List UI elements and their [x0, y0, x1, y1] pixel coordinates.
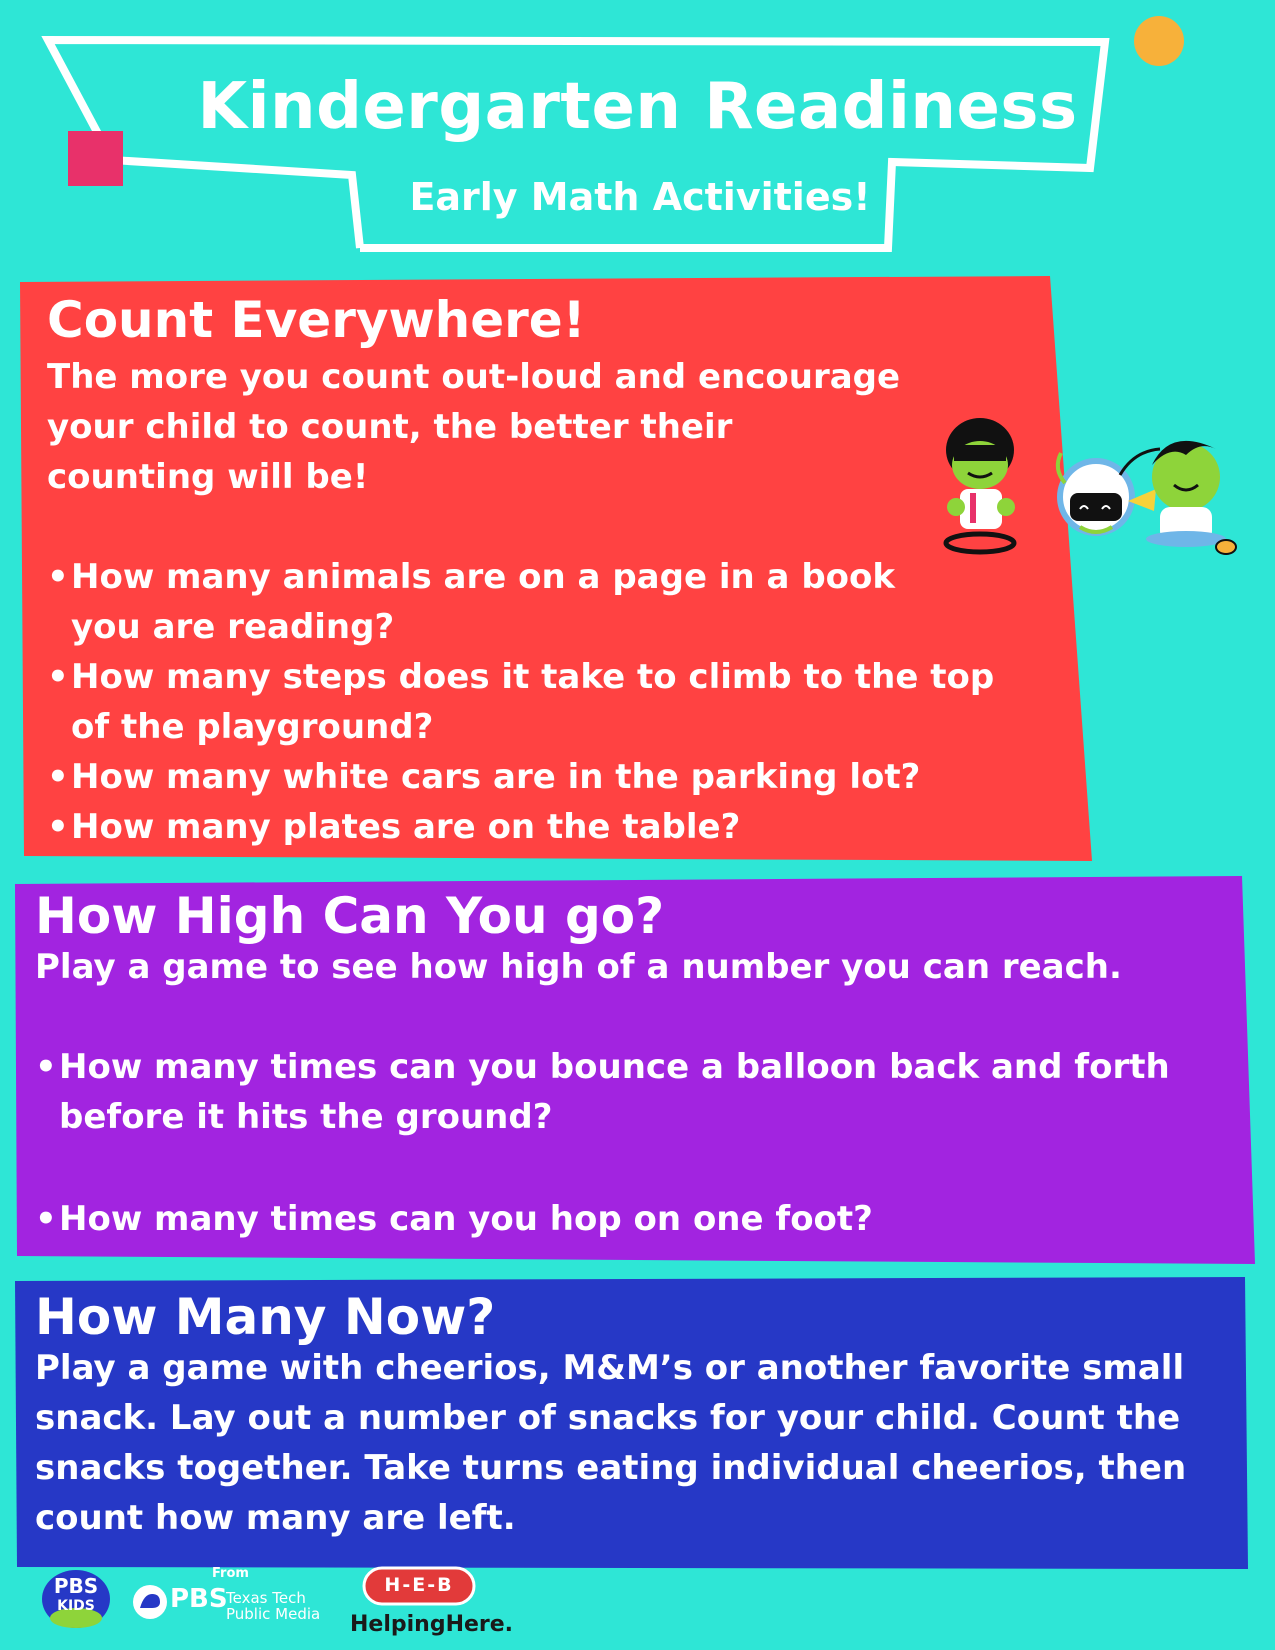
page-title: Kindergarten Readiness — [197, 70, 1078, 144]
station-name: Texas Tech Public Media — [226, 1589, 321, 1623]
pbs-kids-logo: PBS KIDS — [40, 1568, 112, 1630]
section-title-how-high: How High Can You go? — [35, 887, 665, 945]
pbs-wordmark: PBS — [170, 1584, 228, 1614]
section-title-how-many-now: How Many Now? — [35, 1288, 496, 1346]
character-robot-icon — [1058, 449, 1160, 533]
list-item: • How many times can you hop on one foot? — [35, 1194, 1235, 1244]
section-title-count-everywhere: Count Everywhere! — [47, 291, 586, 349]
pbs-head-icon — [132, 1584, 168, 1620]
character-boy-icon — [1146, 441, 1236, 554]
how-high-section — [15, 876, 1257, 1266]
page-subtitle: Early Math Activities! — [409, 175, 871, 219]
pbs-kids-characters-illustration — [930, 415, 1240, 575]
list-item: • How many times can you bounce a balloon back and forth before it hits the ground? — [35, 1042, 1235, 1142]
list-item: • How many steps does it take to climb to the top of the playground? — [47, 652, 1047, 752]
count-everywhere-intro: The more you count out-loud and encourage your child to count, the better their counting will be! — [47, 357, 901, 497]
how-high-intro: Play a game to see how high of a number you can reach. — [35, 947, 1122, 987]
orange-circle-decoration — [1134, 16, 1184, 66]
from-label: From — [212, 1566, 249, 1581]
list-item: • How many white cars are in the parking lot? — [47, 752, 1047, 802]
heb-wordmark: H-E-B — [384, 1574, 454, 1596]
list-item: • How many animals are on a page in a book you are reading? — [47, 552, 1047, 652]
how-many-now-body: Play a game with cheerios, M&M’s or another favorite small snack. Lay out a number of snacks for your child. Count the snacks together. Take turns eating individual cheerios, then count how many are left. — [35, 1348, 1187, 1538]
character-girl-icon — [946, 418, 1015, 552]
list-item: • How many plates are on the table? — [47, 802, 1047, 852]
heb-tagline: HelpingHere. — [350, 1612, 514, 1637]
count-everywhere-bullets — [47, 552, 1047, 852]
how-many-now-section — [15, 1277, 1250, 1571]
how-high-bullets — [35, 1042, 1235, 1244]
